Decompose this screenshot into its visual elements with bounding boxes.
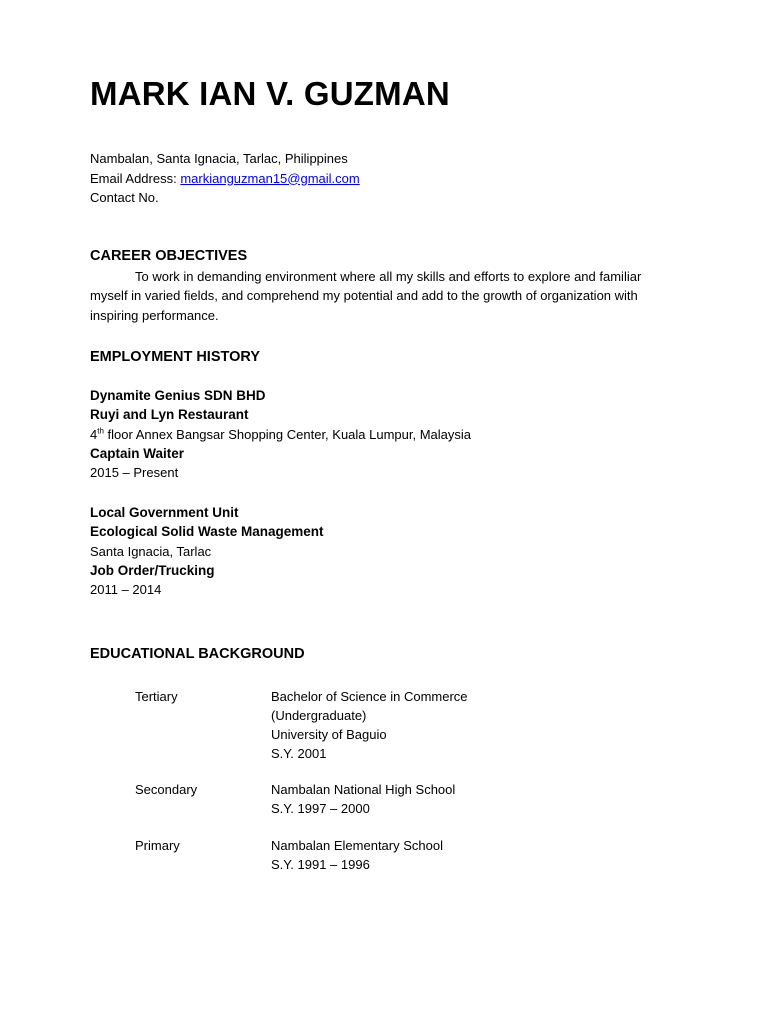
job-period: 2015 – Present xyxy=(90,465,179,481)
workplace-location xyxy=(90,425,471,444)
company-name: Local Government Unit xyxy=(90,505,239,520)
location-floor-number: 4 xyxy=(90,426,98,442)
job-position: Job Order/Trucking xyxy=(90,562,215,578)
company-name: Dynamite Genius SDN BHD xyxy=(90,388,266,403)
employment-entry xyxy=(90,503,324,599)
email-label: Email Address: xyxy=(90,170,181,186)
workplace-location: Santa Ignacia, Tarlac xyxy=(90,543,212,559)
career-objectives-heading: CAREER OBJECTIVES xyxy=(90,248,248,264)
educational-background-heading: EDUCATIONAL BACKGROUND xyxy=(90,646,305,662)
email-line xyxy=(90,169,360,189)
education-details xyxy=(271,836,443,874)
workplace-name: Ruyi and Lyn Restaurant xyxy=(90,407,249,423)
career-objective-text: To work in demanding environment where all my skills and efforts to explore and familiar myself in varied fields, and comprehend my potential and add to the growth of organization with inspiring performance. xyxy=(90,269,642,323)
employment-entry xyxy=(90,386,471,482)
job-period: 2011 – 2014 xyxy=(90,582,162,598)
contact-number-line: Contact No. xyxy=(90,190,159,205)
education-line: S.Y. 1997 – 2000 xyxy=(271,801,370,816)
education-details xyxy=(271,687,468,763)
contact-block xyxy=(90,149,360,208)
education-line: Nambalan Elementary School xyxy=(271,838,443,853)
workplace-name: Ecological Solid Waste Management xyxy=(90,524,324,540)
education-line: Bachelor of Science in Commerce xyxy=(271,689,468,704)
education-details xyxy=(271,780,455,818)
education-line: Nambalan National High School xyxy=(271,782,456,797)
employment-history-heading: EMPLOYMENT HISTORY xyxy=(90,349,260,365)
education-line: S.Y. 1991 – 1996 xyxy=(271,857,370,872)
location-floor-suffix: th xyxy=(97,426,104,436)
education-line: (Undergraduate) xyxy=(271,708,367,723)
education-line: S.Y. 2001 xyxy=(271,746,327,761)
job-position: Captain Waiter xyxy=(90,445,185,461)
education-level: Secondary xyxy=(135,782,198,797)
address-line: Nambalan, Santa Ignacia, Tarlac, Philippines xyxy=(90,151,348,166)
email-link[interactable]: markianguzman15@gmail.com xyxy=(180,170,360,186)
education-level: Tertiary xyxy=(135,689,178,704)
education-line: University of Baguio xyxy=(271,727,387,742)
location-rest: floor Annex Bangsar Shopping Center, Kuala Lumpur, Malaysia xyxy=(103,426,472,442)
applicant-name: MARK IAN V. GUZMAN xyxy=(90,75,450,112)
education-level: Primary xyxy=(135,838,180,853)
